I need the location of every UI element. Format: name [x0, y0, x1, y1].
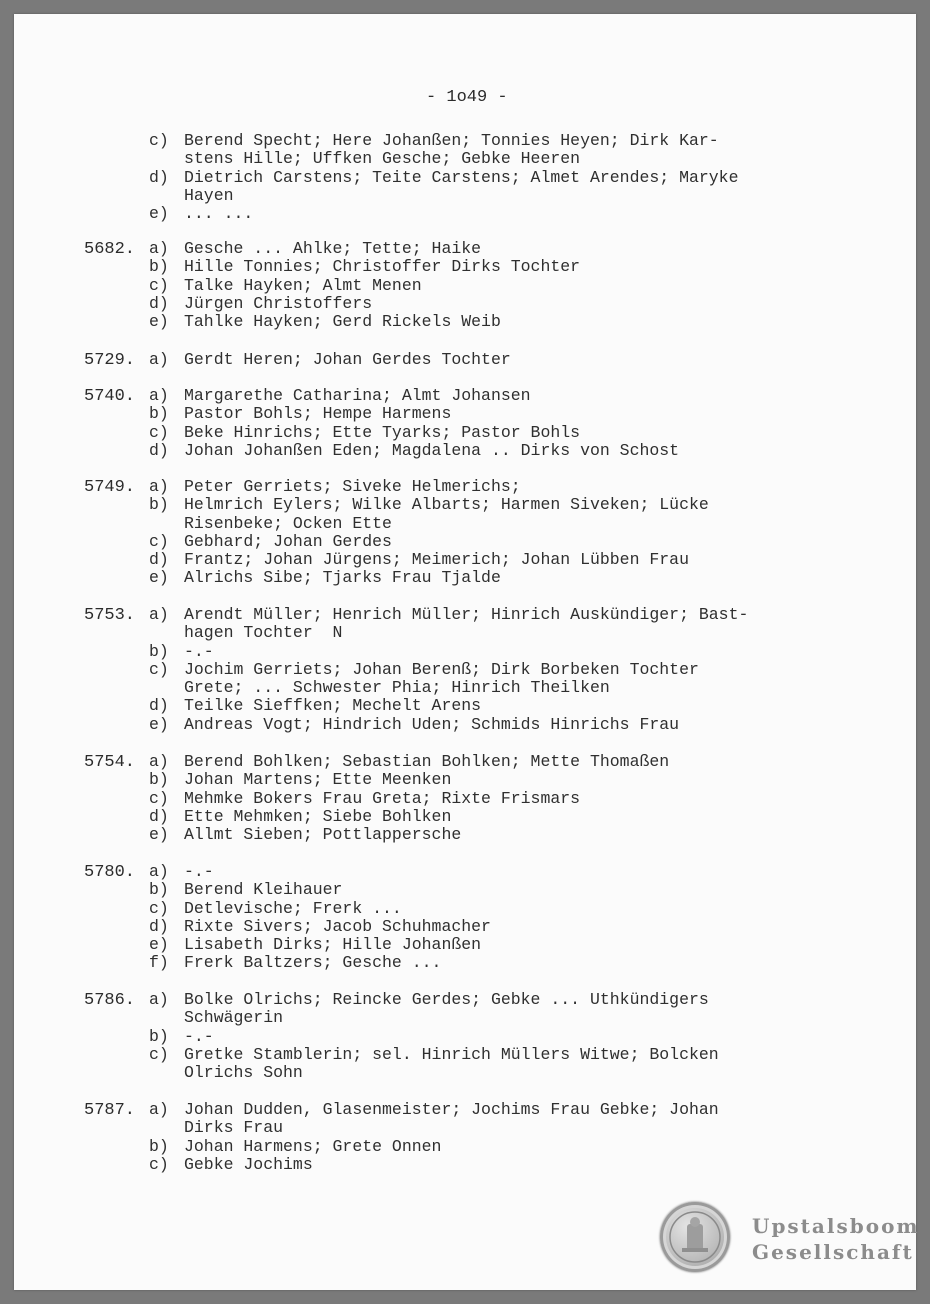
line-text: Gerdt Heren; Johan Gerdes Tochter [184, 350, 511, 369]
page-number: - 1o49 - [426, 88, 508, 107]
logo-line-2: Gesellschaft [752, 1240, 914, 1264]
line-text: Andreas Vogt; Hindrich Uden; Schmids Hinrichs Frau [184, 714, 680, 734]
line-letter: c) [149, 659, 169, 679]
line-text: Pastor Bohls; Hempe Harmens [184, 404, 452, 424]
entry [14, 753, 916, 844]
line-text: Mehmke Bokers Frau Greta; Rixte Frismars [184, 788, 581, 808]
line-text: Johan Johanßen Eden; Magdalena .. Dirks von Schost [184, 440, 680, 460]
line-text: Dirks Frau [184, 1118, 284, 1138]
line-letter: c) [149, 275, 169, 295]
line-letter: d) [149, 806, 169, 826]
entry-line [14, 496, 916, 514]
entry-line [14, 205, 916, 223]
entry-line [14, 771, 916, 789]
line-letter: c) [149, 788, 169, 808]
line-text: Detlevische; Frerk ... [184, 898, 402, 918]
line-letter: e) [149, 204, 169, 224]
document-page [14, 14, 920, 1290]
line-letter: b) [149, 1026, 169, 1046]
line-letter: a) [149, 239, 169, 258]
line-letter: a) [149, 605, 169, 624]
entry-line [14, 313, 916, 331]
entry-line [14, 295, 916, 313]
line-letter: a) [149, 386, 169, 405]
line-letter: d) [149, 550, 169, 570]
line-letter: e) [149, 568, 169, 588]
entry-line [14, 753, 916, 771]
entry-line [14, 478, 916, 496]
entry-line [14, 351, 916, 369]
line-letter: b) [149, 404, 169, 424]
entry-number: 5787. [84, 1101, 136, 1120]
entry-number: 5682. [84, 240, 136, 259]
entry-line [14, 515, 916, 533]
entry-line [14, 643, 916, 661]
line-letter: a) [149, 990, 169, 1009]
entry-number: 5780. [84, 863, 136, 882]
line-letter: b) [149, 880, 169, 900]
line-letter: b) [149, 641, 169, 661]
line-text: -.- [184, 1026, 214, 1046]
line-text: Dietrich Carstens; Teite Carstens; Almet Arendes; Maryke [184, 167, 739, 187]
entry-line [14, 1156, 916, 1174]
entry-number: 5786. [84, 991, 136, 1010]
line-letter: a) [149, 752, 169, 771]
line-text: Olrichs Sohn [184, 1063, 303, 1083]
line-letter: e) [149, 825, 169, 845]
line-text: Frantz; Johan Jürgens; Meimerich; Johan Lübben Frau [184, 550, 689, 570]
entry-line [14, 1138, 916, 1156]
line-letter: f) [149, 953, 169, 973]
line-letter: e) [149, 714, 169, 734]
entry-line [14, 918, 916, 936]
entry-line [14, 606, 916, 624]
line-text: Risenbeke; Ocken Ette [184, 513, 392, 533]
line-text: Hille Tonnies; Christoffer Dirks Tochter [184, 257, 581, 277]
entry-line [14, 661, 916, 679]
entry-line [14, 954, 916, 972]
line-text: Jürgen Christoffers [184, 293, 373, 313]
entry-line [14, 991, 916, 1009]
entry-line [14, 150, 916, 168]
entry-line [14, 936, 916, 954]
line-text: Jochim Gerriets; Johan Berenß; Dirk Borbeken Tochter [184, 659, 699, 679]
entry-line [14, 1119, 916, 1137]
line-text: Beke Hinrichs; Ette Tyarks; Pastor Bohls [184, 422, 581, 442]
logo-line-1: Upstalsboom [752, 1214, 920, 1238]
line-letter: a) [149, 1100, 169, 1119]
line-text: Johan Harmens; Grete Onnen [184, 1136, 442, 1156]
entry-line [14, 277, 916, 295]
line-text: Schwägerin [184, 1008, 284, 1028]
entry-line [14, 258, 916, 276]
line-text: -.- [184, 641, 214, 661]
entry-line [14, 169, 916, 187]
line-text: Grete; ... Schwester Phia; Hinrich Theilken [184, 678, 610, 698]
entry [14, 387, 916, 460]
entry [14, 132, 916, 223]
entry-line [14, 1028, 916, 1046]
entry-line [14, 826, 916, 844]
entry-line [14, 863, 916, 881]
line-letter: d) [149, 167, 169, 187]
entry-number: 5740. [84, 387, 136, 406]
line-text: Allmt Sieben; Pottlappersche [184, 825, 462, 845]
entry [14, 1101, 916, 1174]
entry-line [14, 881, 916, 899]
line-letter: c) [149, 131, 169, 150]
entry [14, 240, 916, 331]
line-text: Arendt Müller; Henrich Müller; Hinrich Auskündiger; Bast- [184, 605, 749, 624]
line-letter: c) [149, 1154, 169, 1174]
line-text: Tahlke Hayken; Gerd Rickels Weib [184, 312, 501, 332]
line-text: Alrichs Sibe; Tjarks Frau Tjalde [184, 568, 501, 588]
entry-line [14, 1101, 916, 1119]
upstalsboom-logo [660, 1202, 920, 1274]
line-letter: d) [149, 440, 169, 460]
line-letter: d) [149, 916, 169, 936]
line-letter: a) [149, 862, 169, 881]
line-text: Helmrich Eylers; Wilke Albarts; Harmen Siveken; Lücke [184, 495, 709, 515]
entry-line [14, 240, 916, 258]
entry-line [14, 716, 916, 734]
line-text: stens Hille; Uffken Gesche; Gebke Heeren [184, 149, 581, 169]
entry-line [14, 790, 916, 808]
entry [14, 478, 916, 588]
entry-line [14, 697, 916, 715]
entry-line [14, 1046, 916, 1064]
line-text: Bolke Olrichs; Reincke Gerdes; Gebke ... Uthkündigers [184, 990, 709, 1009]
line-text: Rixte Sivers; Jacob Schuhmacher [184, 916, 491, 936]
line-text: Ette Mehmken; Siebe Bohlken [184, 806, 452, 826]
line-letter: c) [149, 898, 169, 918]
entry-number: 5749. [84, 478, 136, 497]
entry-line [14, 533, 916, 551]
line-text: Gebke Jochims [184, 1154, 313, 1174]
line-text: Lisabeth Dirks; Hille Johanßen [184, 935, 482, 955]
line-text: Johan Martens; Ette Meenken [184, 770, 452, 790]
entry-line [14, 624, 916, 642]
line-letter: c) [149, 422, 169, 442]
line-letter: a) [149, 350, 169, 369]
entry-line [14, 808, 916, 826]
line-text: Frerk Baltzers; Gesche ... [184, 953, 442, 973]
line-letter: a) [149, 477, 169, 496]
entry-line [14, 551, 916, 569]
entry [14, 991, 916, 1082]
line-letter: d) [149, 293, 169, 313]
line-text: ... ... [184, 204, 254, 224]
entry-line [14, 424, 916, 442]
entry-line [14, 132, 916, 150]
line-text: Margarethe Catharina; Almt Johansen [184, 386, 531, 405]
line-text: Peter Gerriets; Siveke Helmerichs; [184, 477, 521, 496]
line-letter: c) [149, 1044, 169, 1064]
line-text: -.- [184, 862, 214, 881]
line-text: Teilke Sieffken; Mechelt Arens [184, 696, 482, 716]
line-letter: e) [149, 935, 169, 955]
entry [14, 351, 916, 369]
entry-line [14, 679, 916, 697]
entry-number: 5754. [84, 753, 136, 772]
entry-line [14, 442, 916, 460]
line-text: hagen Tochter N [184, 623, 343, 643]
line-letter: b) [149, 257, 169, 277]
line-text: Talke Hayken; Almt Menen [184, 275, 422, 295]
line-letter: b) [149, 495, 169, 515]
line-text: Berend Bohlken; Sebastian Bohlken; Mette Thomaßen [184, 752, 670, 771]
entry-line [14, 387, 916, 405]
line-text: Johan Dudden, Glasenmeister; Jochims Frau Gebke; Johan [184, 1100, 719, 1119]
entry-line [14, 187, 916, 205]
line-text: Berend Kleihauer [184, 880, 343, 900]
entry-number: 5729. [84, 351, 136, 370]
line-letter: b) [149, 770, 169, 790]
line-letter: d) [149, 696, 169, 716]
line-letter: c) [149, 531, 169, 551]
entry-line [14, 405, 916, 423]
line-letter: b) [149, 1136, 169, 1156]
line-text: Hayen [184, 185, 234, 205]
line-text: Gretke Stamblerin; sel. Hinrich Müllers Witwe; Bolcken [184, 1044, 719, 1064]
seal-icon [660, 1202, 730, 1272]
entry-line [14, 1064, 916, 1082]
entry-line [14, 569, 916, 587]
entry [14, 606, 916, 734]
line-letter: e) [149, 312, 169, 332]
line-text: Gebhard; Johan Gerdes [184, 531, 392, 551]
line-text: Berend Specht; Here Johanßen; Tonnies Heyen; Dirk Kar- [184, 131, 719, 150]
entry-line [14, 1009, 916, 1027]
entry [14, 863, 916, 973]
entry-line [14, 900, 916, 918]
entry-number: 5753. [84, 606, 136, 625]
line-text: Gesche ... Ahlke; Tette; Haike [184, 239, 482, 258]
